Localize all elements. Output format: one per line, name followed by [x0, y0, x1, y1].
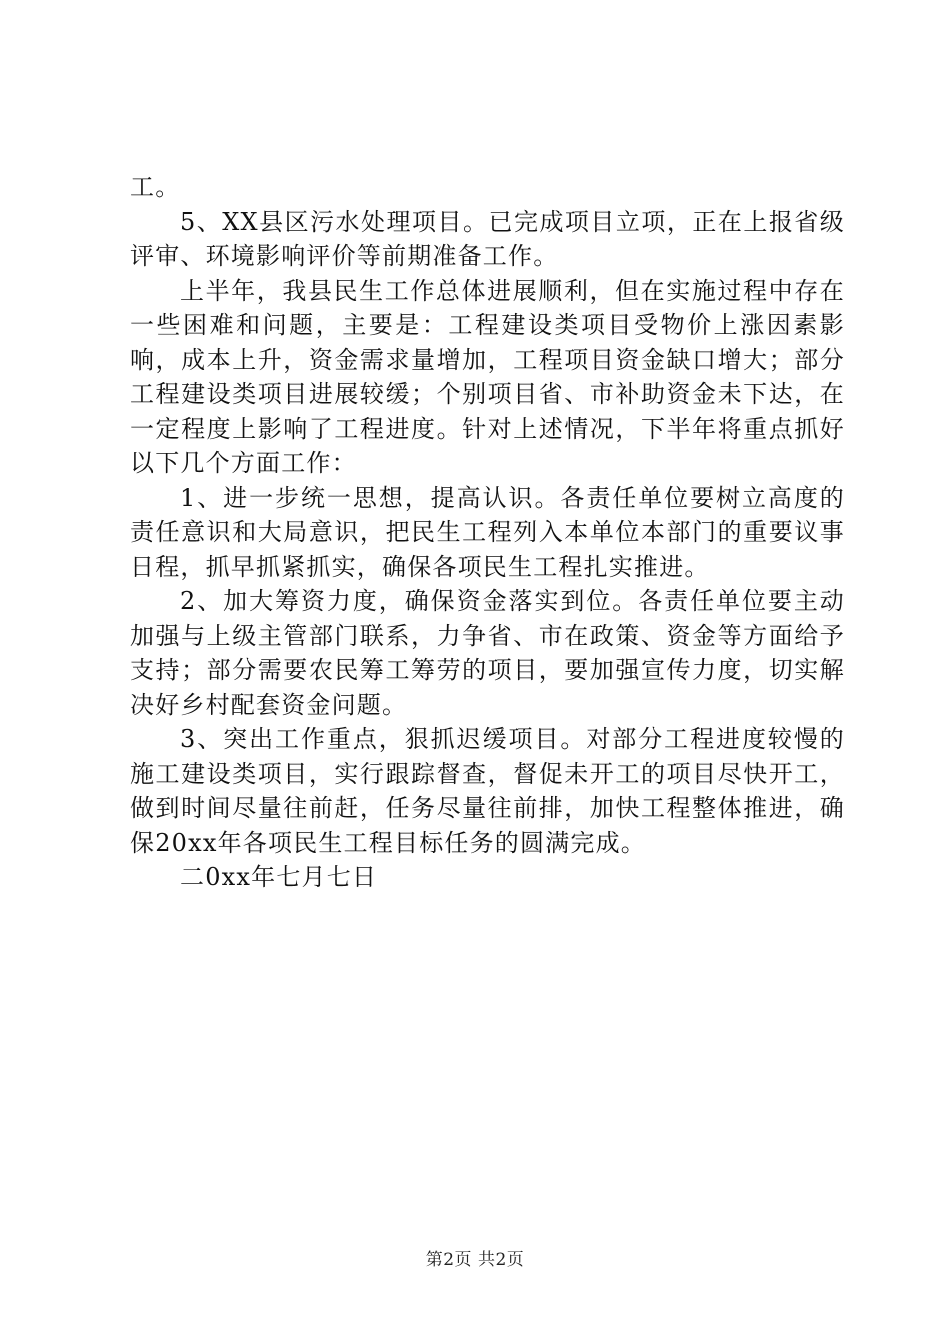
paragraph-measure-1: 1、进一步统一思想，提高认识。各责任单位要树立高度的责任意识和大局意识，把民生工程列入本单位本部门的重要议事日程，抓早抓紧抓实，确保各项民生工程扎实推进。	[130, 483, 845, 581]
document-date: 二0xx年七月七日	[180, 863, 378, 891]
paragraph-measure-3: 3、突出工作重点，狠抓迟缓项目。对部分工程进度较慢的施工建设类项目，实行跟踪督查，督促未开工的项目尽快开工，做到时间尽量往前赶，任务尽量往前排，加快工程整体推进，确保20xx年各项民生工程目标任务的圆满完成。	[130, 725, 845, 857]
paragraph-summary: 上半年，我县民生工作总体进展顺利，但在实施过程中存在一些困难和问题，主要是：工程建设类项目受物价上涨因素影响，成本上升，资金需求量增加，工程项目资金缺口增大；部分工程建设类项目进展较缓；个别项目省、市补助资金未下达，在一定程度上影响了工程进度。针对上述情况，下半年将重点抓好以下几个方面工作：	[130, 276, 845, 477]
page-number-footer: 第2页 共2页	[425, 1250, 525, 1270]
document-body	[130, 170, 845, 895]
paragraph-measure-2: 2、加大筹资力度，确保资金落实到位。各责任单位要主动加强与上级主管部门联系，力争省、市在政策、资金等方面给予支持；部分需要农民筹工筹劳的项目，要加强宣传力度，切实解决好乡村配套资金问题。	[130, 587, 845, 719]
paragraph-continuation: 工。	[130, 173, 181, 201]
paragraph-item-5: 5、XX县区污水处理项目。已完成项目立项，正在上报省级评审、环境影响评价等前期准备工作。	[130, 207, 845, 270]
